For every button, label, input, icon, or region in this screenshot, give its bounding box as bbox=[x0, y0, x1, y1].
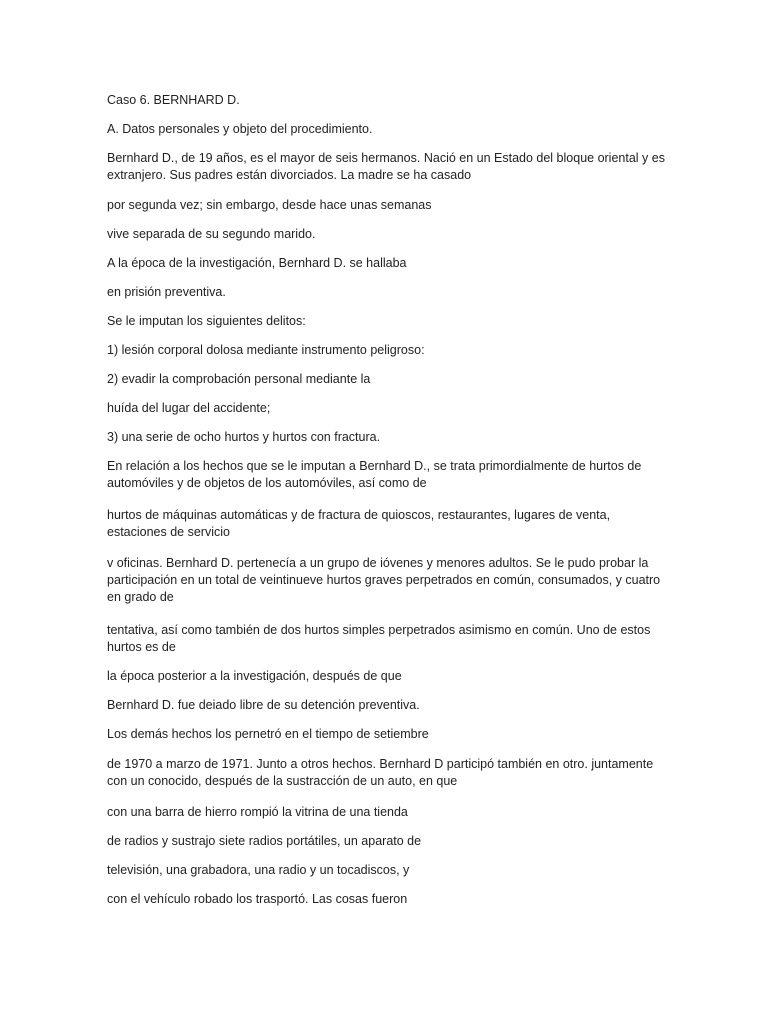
paragraph: de radios y sustrajo siete radios portátiles, un aparato de bbox=[107, 834, 422, 848]
paragraph: En relación a los hechos que se le imputan a Bernhard D., se trata primordialmente de hurtos de automóviles y de objetos de los automóviles, así como de bbox=[107, 459, 642, 490]
paragraph: televisión, una grabadora, una radio y un tocadiscos, y bbox=[107, 863, 410, 877]
paragraph: huída del lugar del accidente; bbox=[107, 401, 271, 415]
paragraph: Bernhard D. fue deiado libre de su detención preventiva. bbox=[107, 698, 420, 712]
list-item: 2) evadir la comprobación personal mediante la bbox=[107, 372, 371, 386]
paragraph: por segunda vez; sin embargo, desde hace unas semanas bbox=[107, 198, 432, 212]
paragraph: Los demás hechos los pernetró en el tiempo de setiembre bbox=[107, 727, 429, 741]
paragraph: Se le imputan los siguientes delitos: bbox=[107, 314, 306, 328]
paragraph: A. Datos personales y objeto del procedimiento. bbox=[107, 122, 373, 136]
paragraph: la época posterior a la investigación, después de que bbox=[107, 669, 402, 683]
case-heading: Caso 6. BERNHARD D. bbox=[107, 93, 240, 107]
list-item: 1) lesión corporal dolosa mediante instrumento peligroso: bbox=[107, 343, 425, 357]
paragraph: hurtos de máquinas automáticas y de fractura de quioscos, restaurantes, lugares de venta, estaciones de servicio bbox=[107, 508, 611, 539]
paragraph: A la época de la investigación, Bernhard D. se hallaba bbox=[107, 256, 407, 270]
paragraph: tentativa, así como también de dos hurtos simples perpetrados asimismo en común. Uno de estos hurtos es de bbox=[107, 623, 651, 654]
paragraph: en prisión preventiva. bbox=[107, 285, 226, 299]
paragraph: v oficinas. Bernhard D. pertenecía a un grupo de ióvenes y menores adultos. Se le pudo probar la participación en un total de veintinueve hurtos graves perpetrados en común, consumados, y cuatro en grado de bbox=[107, 556, 661, 604]
paragraph: de 1970 a marzo de 1971. Junto a otros hechos. Bernhard D participó también en otro. juntamente con un conocido, después de la sustracción de un auto, en que bbox=[107, 757, 654, 788]
paragraph: Bernhard D., de 19 años, es el mayor de seis hermanos. Nació en un Estado del bloque oriental y es extranjero. Sus padres están divorciados. La madre se ha casado bbox=[107, 151, 665, 182]
paragraph: con una barra de hierro rompió la vitrina de una tienda bbox=[107, 805, 408, 819]
paragraph: con el vehículo robado los trasportó. Las cosas fueron bbox=[107, 892, 408, 906]
list-item: 3) una serie de ocho hurtos y hurtos con fractura. bbox=[107, 430, 381, 444]
paragraph: vive separada de su segundo marido. bbox=[107, 227, 316, 241]
